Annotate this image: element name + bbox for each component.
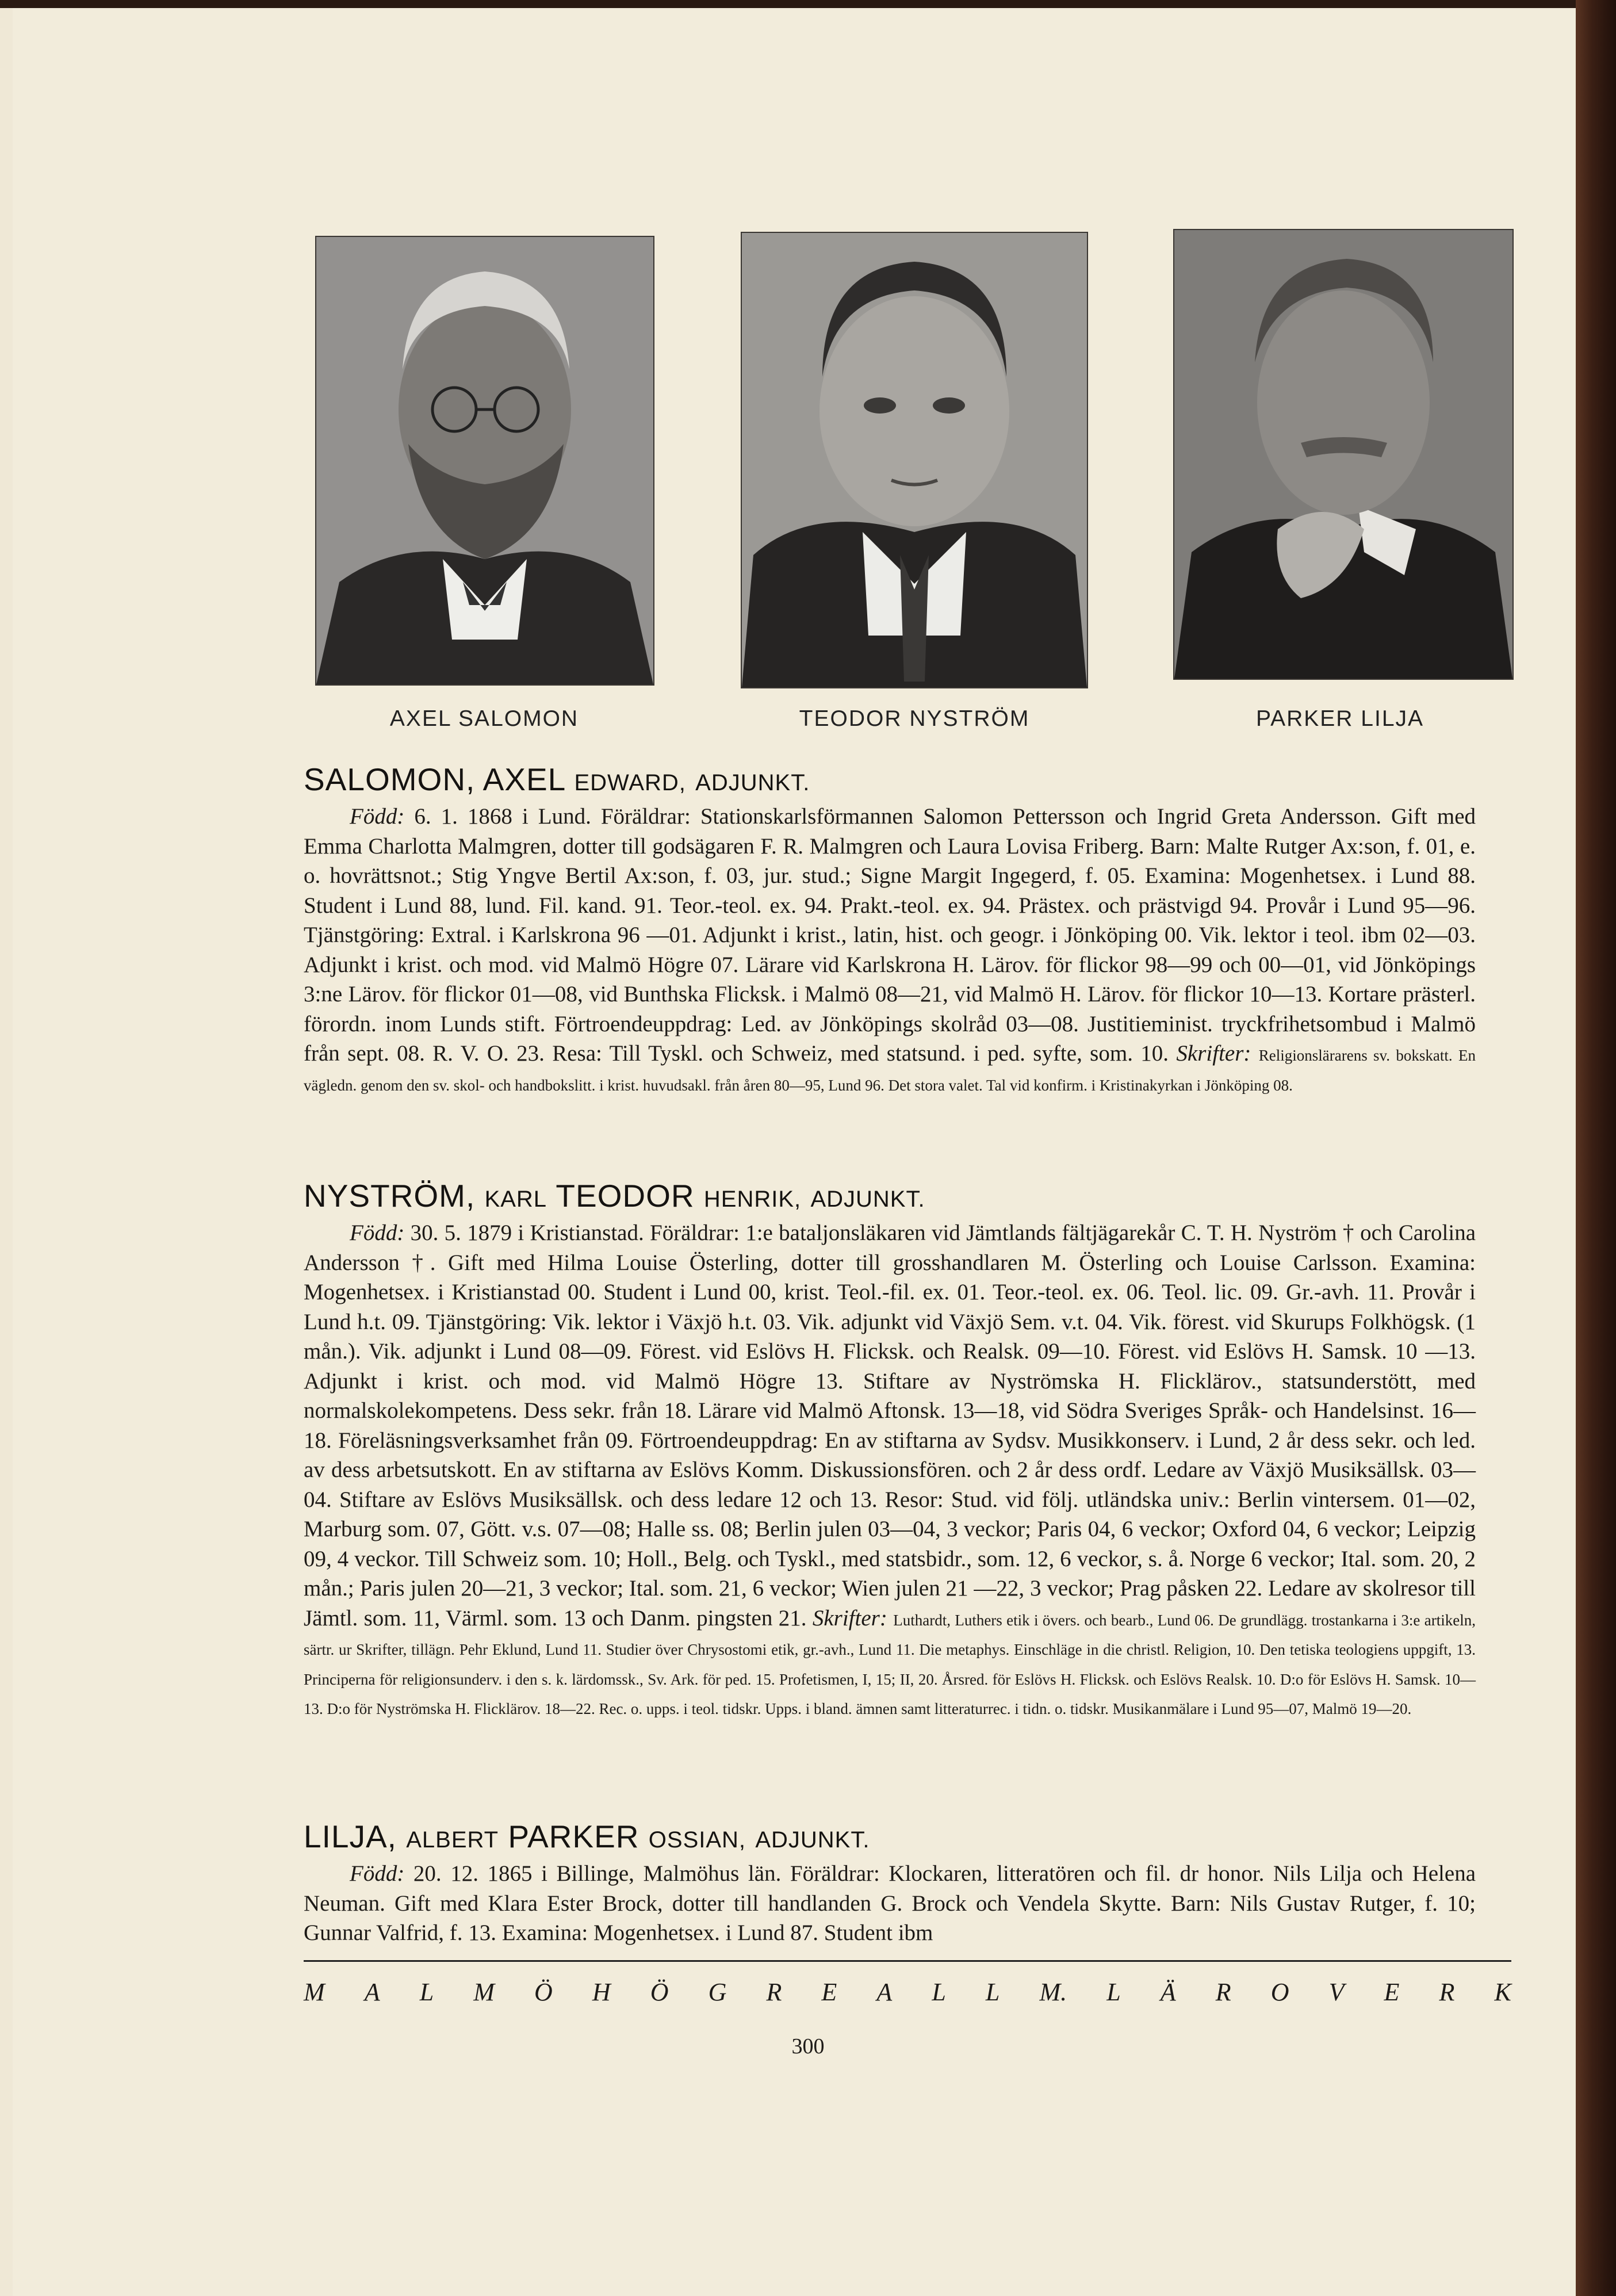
surname: LILJA,: [304, 1819, 397, 1854]
footer-letter: Ä: [1160, 1978, 1176, 2006]
footer-letter: L: [985, 1978, 1000, 2006]
portrait-illustration: [316, 237, 653, 684]
footer-letter: A: [364, 1978, 380, 2006]
entry-nystrom: [304, 1177, 1476, 1722]
field-label: Skrifter:: [812, 1605, 887, 1631]
footer-letter: A: [876, 1978, 893, 2006]
given-name-primary: PARKER: [508, 1819, 639, 1854]
field-label: Född:: [350, 1861, 405, 1886]
given-name-primary: AXEL: [482, 761, 565, 797]
footer-letter: L: [1106, 1978, 1121, 2006]
caption-teodor-nystrom: TEODOR NYSTRÖM: [799, 706, 1030, 731]
skrifter-text: Luthardt, Luthers etik i övers. och bearb., Lund 06. De grundlägg. trostankarna i 3:e artikeln, särtr. ur Skrifter, tillägn. Pehr Eklund, Lund 11. Studier över Chrysostomi etik, gr.-avh., Lund 11. Die metaphys. Einschläge in die christl. Religion, 10. Den tetiska teologiens uppgift, 13. Principerna för religionsunderv. i den s. k. lärdomssk., Sv. Ark. för ped. 15. Profetismen, I, 15; II, 20. Årsred. för Eslövs H. Flicksk. och Eslövs Realsk. 10. D:o för Eslövs H. Samsk. 10—13. D:o för Nyströmska H. Flicklärov. 18—22. Rec. o. upps. i teol. tidskr. Upps. i bland. ämnen samt litteraturrec. i tidn. o. tidskr. Musikanmälare i Lund 95—07, Malmö 19—20.: [304, 1611, 1476, 1717]
book-binding-edge: [1576, 0, 1616, 2296]
portrait-illustration: [1174, 230, 1512, 679]
entry-title: ADJUNKT.: [695, 770, 810, 795]
entry-heading: [304, 1177, 1476, 1218]
page-top-edge: [0, 0, 1616, 8]
footer-letter: R: [1215, 1978, 1231, 2006]
caption-axel-salomon: AXEL SALOMON: [389, 706, 579, 731]
given-name-secondary: OSSIAN,: [648, 1827, 746, 1853]
entry-salomon: [304, 760, 1476, 1098]
footer-letter: G: [708, 1978, 727, 2006]
page-number: 300: [791, 2034, 825, 2058]
running-footer: [304, 1977, 1511, 2007]
footer-letter: M.: [1039, 1978, 1067, 2006]
given-name-secondary: HENRIK,: [703, 1187, 802, 1212]
entry-title: ADJUNKT.: [810, 1187, 925, 1212]
portrait-teodor-nystrom: [741, 232, 1088, 688]
footer-letter: L: [932, 1978, 946, 2006]
given-name-secondary: KARL: [484, 1187, 547, 1212]
footer-letter: L: [419, 1978, 434, 2006]
body-text: 30. 5. 1879 i Kristianstad. Föräldrar: 1:e bataljonsläkaren vid Jämtlands fältjägarekår C. T. H. Nyström † och Carolina Andersson †. Gift med Hilma Louise Österling, dotter till grosshandlaren M. Österling och Louise Carlsson. Examina: Mogenhetsex. i Kristianstad 00. Student i Lund 00, krist. Teol.-fil. ex. 01. Teor.-teol. ex. 06. Teol. lic. 09. Gr.-avh. 11. Provår i Lund h.t. 09. Tjänstgöring: Vik. lektor i Växjö h.t. 03. Vik. adjunkt vid Växjö Sem. v.t. 04. Vik. förest. vid Skurups Folkhögsk. (1 mån.). Vik. adjunkt i Lund 08—09. Förest. vid Eslövs H. Flicksk. och Realsk. 09—10. Förest. vid Eslövs H. Samsk. 10 —13. Adjunkt i krist. och mod. vid Malmö Högre 13. Stiftare av Nyströmska H. Flicklärov., statsunderstött, med normalskolekompetens. Dess sekr. från 18. Lärare vid Malmö Aftonsk. 13—18, vid Södra Sveriges Språk- och Handelsinst. 16—18. Föreläsningsverksamhet från 09. Förtroendeuppdrag: En av stiftarna av Sydsv. Musikkonserv. i Lund, 2 år dess sekr. och led. av dess arbetsutskott. En av stiftarna av Eslövs Komm. Diskussionsfören. och 2 år dess ordf. Ledare av Växjö Musiksällsk. 03—04. Stiftare av Eslövs Musiksällsk. och dess ledare 12 och 13. Resor: Stud. vid följ. utländska univ.: Berlin vintersem. 01—02, Marburg som. 07, Gött. v.s. 07—08; Halle ss. 08; Berlin julen 03—04, 3 veckor; Paris 04, 6 veckor; Oxford 04, 6 veckor; Leipzig 09, 4 veckor. Till Schweiz som. 10; Holl., Belg. och Tyskl., med statsbidr., som. 12, 6 veckor, s. å. Norge 6 veckor; Ital. som. 20, 2 mån.; Paris julen 20—21, 3 veckor; Ital. som. 21, 6 veckor; Wien julen 21 —22, 3 veckor; Prag påsken 22. Ledare av skolresor till Jämtl. som. 11, Värml. som. 13 och Danm. pingsten 21.: [304, 1220, 1476, 1631]
portrait-parker-lilja: [1173, 229, 1514, 680]
footer-letter: M: [304, 1978, 325, 2006]
entry-body: [304, 1859, 1476, 1948]
given-name-secondary: ALBERT: [406, 1827, 499, 1853]
given-name-primary: TEODOR: [556, 1178, 695, 1214]
skrifter-text: Religionslärarens sv. bokskatt. En vägledn. genom den sv. skol- och handbokslitt. i krist. huvudsakl. från åren 80—95, Lund 96. Det stora valet. Tal vid konfirm. i Kristinakyrkan i Jönköping 08.: [304, 1047, 1476, 1094]
footer-letter: E: [1384, 1978, 1400, 2006]
footer-letter: E: [821, 1978, 837, 2006]
footer-letter: H: [592, 1978, 611, 2006]
footer-rule: [304, 1960, 1511, 1962]
footer-letter: R: [766, 1978, 782, 2006]
entry-title: ADJUNKT.: [755, 1827, 870, 1853]
footer-letter: M: [473, 1978, 495, 2006]
field-label: Född:: [350, 1220, 405, 1245]
entry-lilja: [304, 1817, 1476, 1948]
entry-body: [304, 1218, 1476, 1722]
footer-letter: R: [1439, 1978, 1455, 2006]
footer-letter: Ö: [650, 1978, 669, 2006]
body-text: 6. 1. 1868 i Lund. Föräldrar: Stationskarlsförmannen Salomon Pettersson och Ingrid Greta Andersson. Gift med Emma Charlotta Malmgren, dotter till godsägaren F. R. Malmgren och Laura Lovisa Friberg. Barn: Malte Rutger Ax:son, f. 01, e. o. hovrättsnot.; Stig Yngve Bertil Ax:son, f. 03, jur. stud.; Signe Margit Ingegerd, f. 05. Examina: Mogenhetsex. i Lund 88. Student i Lund 88, lund. Fil. kand. 91. Teor.-teol. ex. 94. Prakt.-teol. ex. 94. Prästex. och prästvigd 94. Provår i Lund 95—96. Tjänstgöring: Extral. i Karlskrona 96 —01. Adjunkt i krist., latin, hist. och geogr. i Jönköping 00. Vik. lektor i teol. ibm 02—03. Adjunkt i krist. och mod. vid Malmö Högre 07. Lärare vid Karlskrona H. Lärov. för flickor 98—99 och 00—01, vid Jönköpings 3:ne Lärov. för flickor 01—08, vid Bunthska Flicksk. i Malmö 08—21, vid Malmö H. Lärov. för flickor 10—13. Kortare prästerl. förordn. inom Lunds stift. Förtroendeuppdrag: Led. av Jönköpings skolråd 03—08. Justitieminist. tryckfrihetsombud i Malmö från sept. 08. R. V. O. 23. Resa: Till Tyskl. och Schweiz, med statsund. i ped. syfte, som. 10.: [304, 804, 1476, 1066]
given-name-secondary: EDWARD,: [574, 770, 686, 795]
surname: NYSTRÖM,: [304, 1178, 476, 1214]
footer-letter: K: [1494, 1978, 1511, 2006]
footer-letter: V: [1328, 1978, 1345, 2006]
entry-body: [304, 802, 1476, 1098]
field-label: Skrifter:: [1176, 1041, 1251, 1066]
entry-heading: [304, 760, 1476, 802]
surname: SALOMON,: [304, 761, 476, 797]
footer-letter: Ö: [534, 1978, 553, 2006]
caption-parker-lilja: PARKER LILJA: [1255, 706, 1424, 731]
field-label: Född:: [350, 804, 405, 829]
body-text: 20. 12. 1865 i Billinge, Malmöhus län. Föräldrar: Klockaren, litteratören och fil. dr honor. Nils Lilja och Helena Neuman. Gift med Klara Ester Brock, dotter till handlanden G. Brock och Vendela Skytte. Barn: Nils Gustav Rutger, f. 10; Gunnar Valfrid, f. 13. Examina: Mogenhetsex. i Lund 87. Student ibm: [304, 1861, 1476, 1945]
portrait-axel-salomon: [315, 236, 654, 686]
footer-letter: O: [1270, 1978, 1289, 2006]
entry-heading: [304, 1817, 1476, 1859]
portrait-illustration: [742, 233, 1087, 687]
